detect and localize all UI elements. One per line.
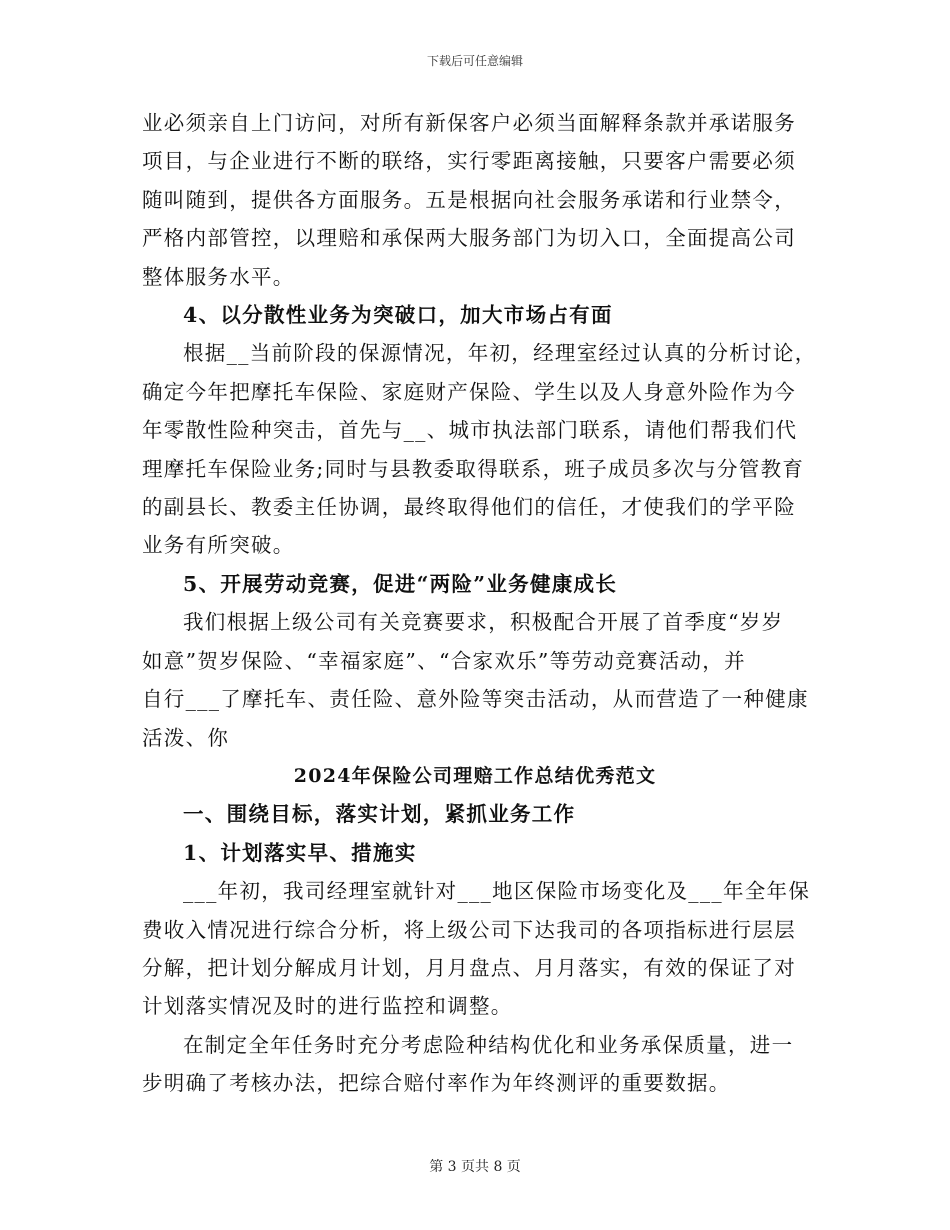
text-line: 我们根据上级公司有关竞赛要求，积极配合开展了首季度“岁岁 (183, 610, 784, 635)
section-heading: 5、开展劳动竞赛，促进“两险”业务健康成长 (183, 571, 618, 596)
text-line: 理摩托车保险业务;同时与县教委取得联系，班子成员多次与分管教育 (142, 456, 805, 481)
text-line: 2024年保险公司理赔工作总结优秀范文 (293, 764, 657, 787)
text-line: 整体服务水平。 (142, 264, 295, 289)
text-line: 随叫随到，提供各方面服务。五是根据向社会服务承诺和行业禁令， (142, 187, 796, 212)
text-line: 严格内部管控，以理赔和承保两大服务部门为切入口，全面提高公司 (142, 226, 796, 251)
text-line: 分解，把计划分解成月计划，月月盘点、月月落实，有效的保证了对 (142, 955, 796, 980)
text-line: 年零散性险种突击，首先与__、城市执法部门联系，请他们帮我们代 (142, 418, 798, 443)
page-footer: 第 3 页共 8 页 (429, 1159, 521, 1175)
text-line: 确定今年把摩托车保险、家庭财产保险、学生以及人身意外险作为今 (142, 379, 796, 404)
text-line: ___年初，我司经理室就针对___地区保险市场变化及___年全年保 (183, 879, 811, 904)
page-header: 下载后可任意编辑 (426, 54, 523, 68)
text-line: 费收入情况进行综合分析，将上级公司下达我司的各项指标进行层层 (142, 917, 796, 942)
text-line: 自行___了摩托车、责任险、意外险等突击活动，从而营造了一种健康 (142, 687, 809, 712)
text-line: 计划落实情况及时的进行监控和调整。 (142, 994, 513, 1019)
text-line: 步明确了考核办法，把综合赔付率作为年终测评的重要数据。 (142, 1071, 731, 1096)
text-line: 根据__当前阶段的保源情况，年初，经理室经过认真的分析讨论， (183, 341, 817, 366)
text-line: 如意”贺岁保险、“幸福家庭”、“合家欢乐”等劳动竞赛活动，并 (142, 648, 746, 673)
text-line: 业务有所突破。 (142, 533, 295, 558)
section-heading: 1、计划落实早、措施实 (183, 840, 417, 865)
text-line: 业必须亲自上门访问，对所有新保客户必须当面解释条款并承诺服务 (142, 111, 796, 135)
text-line: 项目，与企业进行不断的联络，实行零距离接触，只要客户需要必须 (142, 149, 796, 174)
section-heading: 一、围绕目标，落实计划，紧抓业务工作 (183, 802, 576, 827)
document-body (142, 104, 817, 1103)
section-heading: 4、以分散性业务为突破口，加大市场占有面 (183, 303, 613, 328)
text-line: 活泼、你 (142, 725, 230, 750)
text-line: 的副县长、教委主任协调，最终取得他们的信任，才使我们的学平险 (142, 495, 796, 520)
text-line: 在制定全年任务时充分考虑险种结构优化和业务承保质量，进一 (183, 1032, 794, 1057)
